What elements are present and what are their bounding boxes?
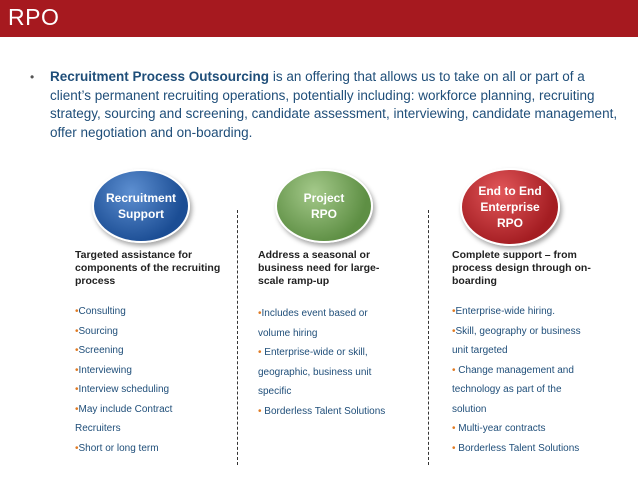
column-heading: Targeted assistance for components of the recruiting process (75, 249, 221, 287)
list-item: •Interviewing (75, 364, 132, 376)
column-heading: Address a seasonal or business need for large-scale ramp-up (258, 249, 380, 287)
list-item: • Borderless Talent Solutions (452, 442, 580, 454)
recruitment-support-circle (92, 169, 190, 243)
list-item: • Change management and technology as part of the solution (452, 364, 574, 415)
list-item: •Enterprise-wide hiring. (452, 306, 556, 317)
intro-text (50, 68, 620, 142)
list-item: •Screening (75, 345, 124, 356)
circle-label: End to End Enterprise RPO (478, 184, 542, 230)
feature-list (452, 302, 602, 458)
column-heading: Complete support – from process design through on-boarding (452, 249, 591, 287)
column-end-to-end-rpo (452, 249, 602, 458)
circle-label: Recruitment Support (106, 191, 177, 221)
list-item: •Skill, geography or business unit targeted (452, 325, 581, 356)
feature-list (258, 304, 410, 421)
end-to-end-rpo-circle (460, 168, 560, 246)
column-project-rpo (258, 249, 410, 421)
list-item: • Multi-year contracts (452, 423, 546, 434)
column-divider (428, 210, 429, 465)
intro-body: is an offering that allows us to take on all or part of a client’s permanent recruiting operations, potentially including: workforce planning, recruiting strategy, sourcing and screening, candidate assessment, interviewing, candidate management, offer negotiation and on-boarding. (50, 69, 618, 140)
list-item: •Includes event based or volume hiring (258, 308, 368, 339)
intro-paragraph (30, 68, 620, 142)
circle-label: Project RPO (303, 191, 345, 221)
slide-title: RPO (8, 4, 60, 30)
intro-bullet: • (30, 70, 35, 84)
column-divider (237, 210, 238, 465)
list-item: • Borderless Talent Solutions (258, 405, 386, 417)
column-recruitment-support (75, 249, 230, 458)
feature-list (75, 302, 230, 458)
list-item: • Enterprise-wide or skill, geographic, business unit specific (258, 347, 372, 397)
list-item: •Sourcing (75, 325, 118, 337)
intro-lead: Recruitment Process Outsourcing (50, 69, 270, 84)
list-item: •May include Contract Recruiters (75, 403, 173, 434)
list-item: •Interview scheduling (75, 384, 170, 395)
list-item: •Short or long term (75, 442, 159, 454)
project-rpo-circle (275, 169, 373, 243)
title-bar (0, 0, 638, 37)
list-item: •Consulting (75, 306, 126, 317)
